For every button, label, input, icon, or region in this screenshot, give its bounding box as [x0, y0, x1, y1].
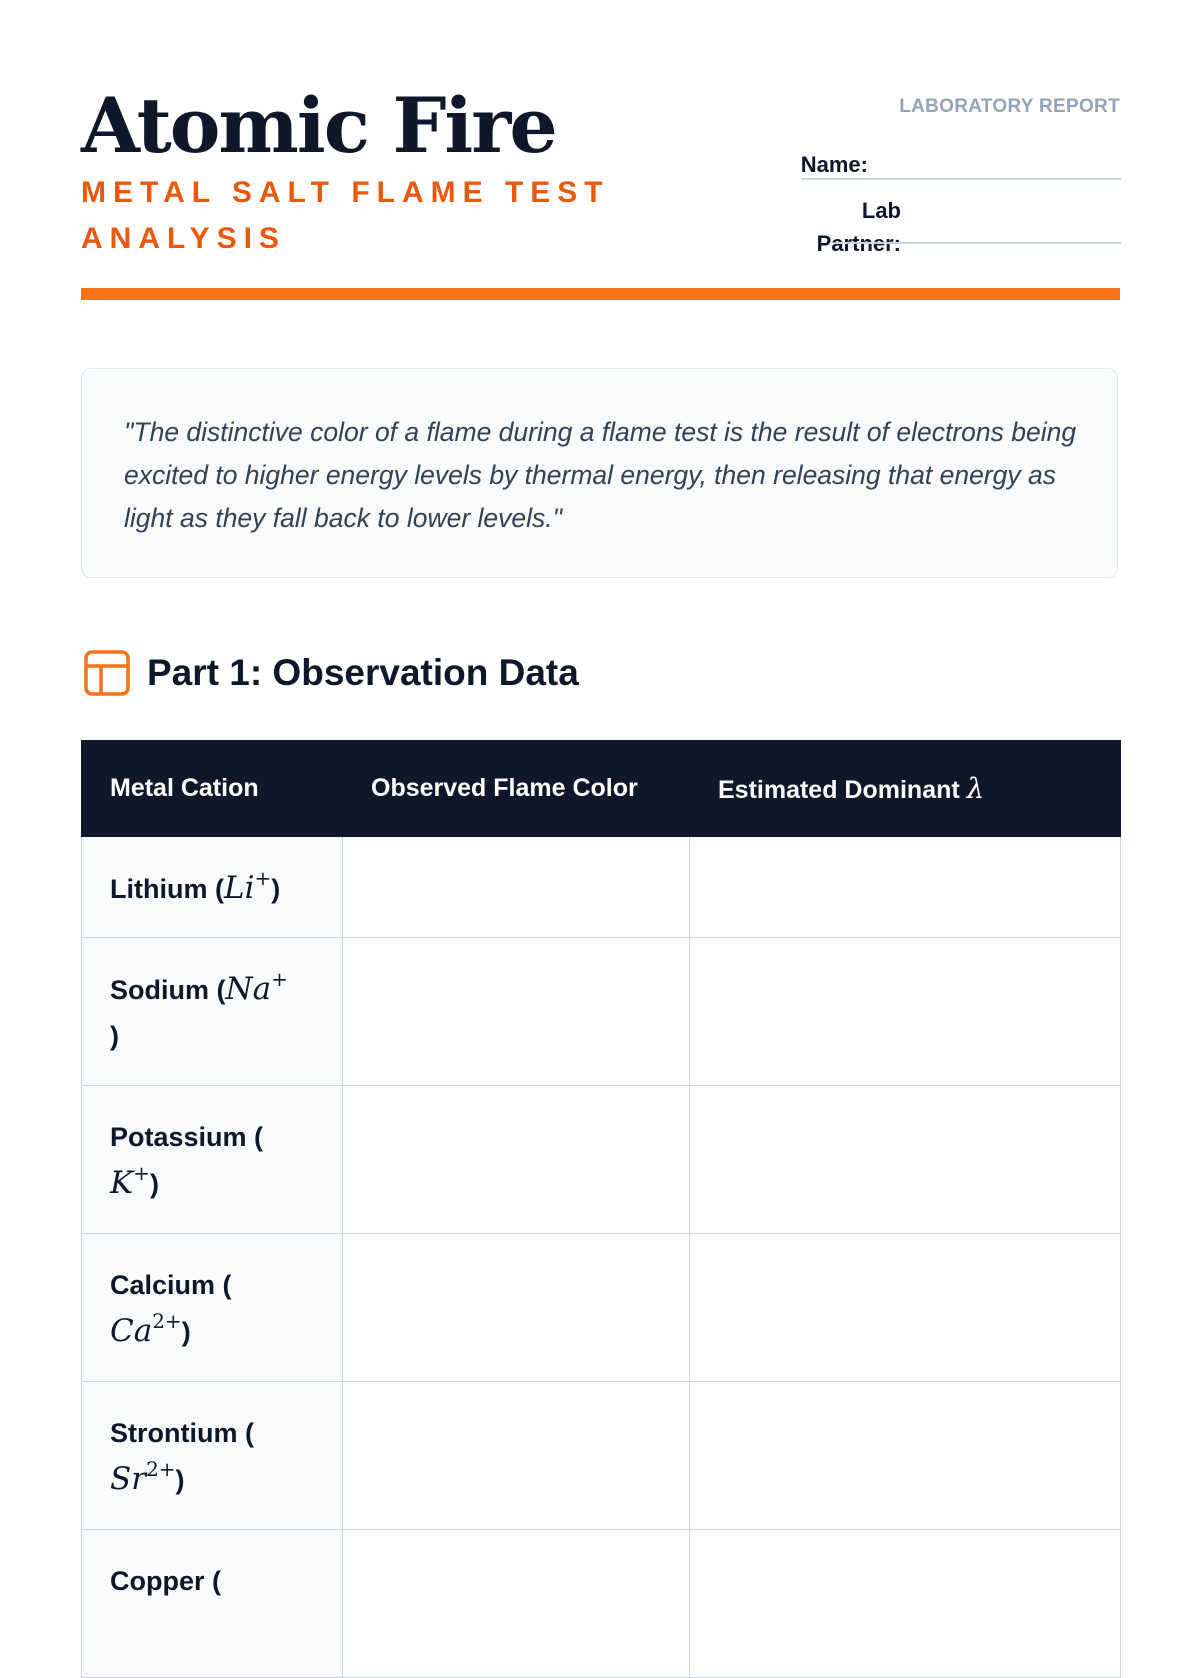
- lambda-symbol: λ: [966, 772, 985, 805]
- header-flame-color: Observed Flame Color: [343, 741, 690, 837]
- cation-close: ): [271, 874, 281, 904]
- quote-text: "The distinctive color of a flame during a flame test is the result of electrons being excited to higher energy levels by thermal energy, then releasing that energy as light as they fall back to lower levels.": [124, 417, 1077, 533]
- name-field-line[interactable]: [801, 178, 1121, 180]
- wavelength-cell[interactable]: [690, 1382, 1121, 1530]
- table-header-row: [82, 741, 1121, 837]
- cation-cell: [82, 837, 343, 938]
- lab-partner-label: [713, 194, 901, 260]
- cation-name: Lithium (: [110, 874, 224, 904]
- report-subtitle: METAL SALT FLAME TEST ANALYSIS: [81, 176, 610, 255]
- table-row: [82, 1086, 1121, 1234]
- report-header: [81, 60, 1120, 300]
- flame-color-cell[interactable]: [343, 938, 690, 1086]
- cation-symbol: Li: [223, 870, 255, 906]
- header-divider: [81, 288, 1120, 300]
- cation-cell: [82, 938, 343, 1086]
- wavelength-cell[interactable]: [690, 1530, 1121, 1678]
- cation-name: Strontium (: [110, 1418, 254, 1448]
- wavelength-cell[interactable]: [690, 1086, 1121, 1234]
- lab-partner-label-line1: Lab: [861, 198, 901, 223]
- wavelength-cell[interactable]: [690, 1234, 1121, 1382]
- table-row: [82, 1530, 1121, 1678]
- cation-charge: +: [133, 1161, 150, 1185]
- cation-name: Potassium (: [110, 1122, 264, 1152]
- cation-name: Calcium (: [110, 1270, 232, 1300]
- wavelength-cell[interactable]: [690, 938, 1121, 1086]
- cation-close: ): [149, 1169, 159, 1199]
- table-icon: [83, 649, 131, 697]
- cation-symbol: Na: [225, 971, 272, 1007]
- cation-symbol: K: [110, 1165, 134, 1201]
- wavelength-cell[interactable]: [690, 837, 1121, 938]
- quote-box: [81, 368, 1118, 578]
- header-dominant-wavelength-label: Estimated Dominant: [718, 776, 960, 804]
- cation-formula: [110, 1457, 176, 1497]
- cation-charge: 2+: [146, 1457, 176, 1481]
- cation-name: Sodium (: [110, 975, 226, 1005]
- cation-symbol: Sr: [110, 1461, 147, 1497]
- lab-partner-field-line[interactable]: [835, 242, 1121, 244]
- cation-formula: [225, 967, 288, 1007]
- cation-cell: [82, 1234, 343, 1382]
- lab-partner-label-line2: Partner:: [816, 231, 901, 256]
- header-metal-cation: Metal Cation: [82, 741, 343, 837]
- header-dominant-wavelength: [690, 741, 1121, 837]
- cation-symbol: Ca: [110, 1313, 153, 1349]
- flame-color-cell[interactable]: [343, 837, 690, 938]
- cation-cell: [82, 1382, 343, 1530]
- flame-color-cell[interactable]: [343, 1086, 690, 1234]
- cation-charge: +: [271, 967, 288, 991]
- flame-color-cell[interactable]: [343, 1234, 690, 1382]
- report-type-label: LABORATORY REPORT: [899, 96, 1120, 117]
- table-row: [82, 938, 1121, 1086]
- section-title: Part 1: Observation Data: [147, 652, 579, 693]
- cation-close: ): [110, 1021, 119, 1051]
- cation-charge: +: [254, 866, 272, 890]
- section-heading-observation: [81, 648, 579, 698]
- cation-formula: [110, 1161, 150, 1201]
- cation-charge: 2+: [152, 1309, 182, 1333]
- cation-cell: [82, 1530, 343, 1678]
- table-row: [82, 837, 1121, 938]
- cation-formula: [110, 1309, 182, 1349]
- flame-color-cell[interactable]: [343, 1382, 690, 1530]
- cation-name: Copper (: [110, 1566, 221, 1596]
- table-row: [82, 1234, 1121, 1382]
- cation-cell: [82, 1086, 343, 1234]
- name-label: Name:: [800, 152, 868, 177]
- cation-formula: [223, 866, 272, 906]
- cation-close: ): [175, 1465, 185, 1495]
- observation-table: [81, 740, 1121, 1678]
- cation-close: ): [181, 1317, 191, 1347]
- flame-color-cell[interactable]: [343, 1530, 690, 1678]
- table-row: [82, 1382, 1121, 1530]
- report-title: Atomic Fire: [81, 81, 556, 170]
